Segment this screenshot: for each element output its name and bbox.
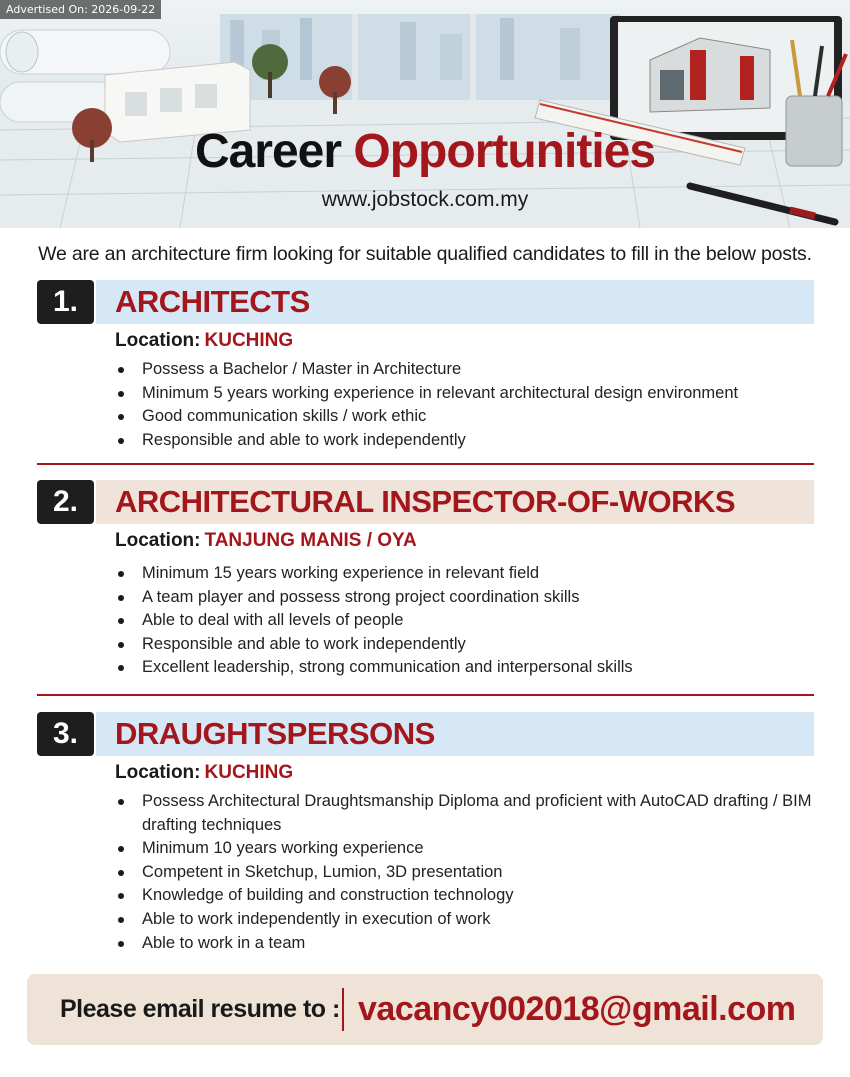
list-item: Responsible and able to work independently [115, 633, 815, 657]
location-value: KUCHING [204, 762, 294, 783]
list-item: Excellent leadership, strong communication and interpersonal skills [115, 656, 815, 680]
list-item: Minimum 5 years working experience in relevant architectural design environment [115, 382, 815, 406]
list-item: Able to deal with all levels of people [115, 609, 815, 633]
intro-text: We are an architecture firm looking for suitable qualified candidates to fill in the below posts. [38, 243, 812, 265]
list-item: Possess a Bachelor / Master in Architecture [115, 358, 815, 382]
job-number-badge: 2. [37, 480, 94, 524]
title-opportunities: Opportunities [353, 125, 656, 178]
advertised-date-badge: Advertised On: 2026-09-22 [0, 0, 161, 19]
contact-footer [27, 974, 823, 1045]
requirements-list [115, 358, 815, 452]
location-label: Location: [115, 330, 201, 351]
job-location [115, 530, 417, 552]
hero-banner [0, 0, 850, 228]
job-number-badge: 1. [37, 280, 94, 324]
requirements-list [115, 562, 815, 680]
list-item: Minimum 10 years working experience [115, 837, 815, 861]
list-item: Minimum 15 years working experience in relevant field [115, 562, 815, 586]
job-title: ARCHITECTS [115, 284, 310, 319]
list-item: Able to work independently in execution of work [115, 908, 815, 932]
section-divider [37, 694, 814, 696]
list-item: Good communication skills / work ethic [115, 405, 815, 429]
list-item: Able to work in a team [115, 932, 815, 956]
requirements-list [115, 790, 815, 955]
email-link[interactable]: vacancy002018@gmail.com [358, 990, 796, 1028]
title-career: Career [194, 125, 342, 178]
location-label: Location: [115, 530, 201, 551]
job-location [115, 762, 293, 784]
page-title [0, 122, 850, 182]
location-label: Location: [115, 762, 201, 783]
job-title: DRAUGHTSPERSONS [115, 716, 435, 751]
website-link[interactable]: www.jobstock.com.my [321, 188, 529, 211]
list-item: A team player and possess strong project coordination skills [115, 586, 815, 610]
email-prompt-label: Please email resume to : [60, 995, 340, 1023]
footer-divider [342, 988, 344, 1031]
list-item: Possess Architectural Draughtsmanship Diploma and proficient with AutoCAD drafting / BIM drafting techniques [115, 790, 815, 837]
list-item: Competent in Sketchup, Lumion, 3D presentation [115, 861, 815, 885]
job-title: ARCHITECTURAL INSPECTOR-OF-WORKS [115, 484, 736, 519]
job-location [115, 330, 293, 352]
list-item: Responsible and able to work independently [115, 429, 815, 453]
list-item: Knowledge of building and construction technology [115, 884, 815, 908]
location-value: TANJUNG MANIS / OYA [204, 530, 417, 551]
location-value: KUCHING [204, 330, 294, 351]
job-number-badge: 3. [37, 712, 94, 756]
section-divider [37, 463, 814, 465]
